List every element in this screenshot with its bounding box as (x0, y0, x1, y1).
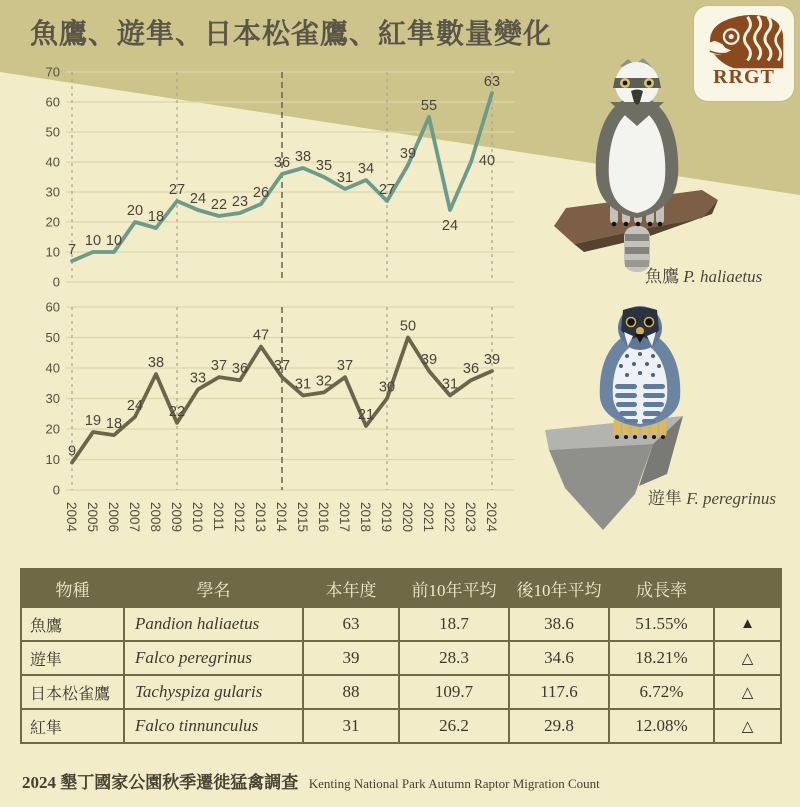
svg-text:38: 38 (147, 355, 165, 372)
trend-indicator: ▲ (714, 607, 781, 641)
table-cell: 28.3 (399, 641, 509, 675)
svg-text:33: 33 (189, 370, 207, 387)
svg-text:60: 60 (45, 299, 60, 315)
svg-text:31: 31 (294, 376, 312, 393)
svg-text:26: 26 (252, 185, 270, 201)
svg-text:31: 31 (336, 170, 354, 186)
svg-text:30: 30 (378, 379, 396, 396)
svg-text:37: 37 (273, 358, 291, 375)
svg-text:2013: 2013 (253, 502, 268, 533)
svg-text:2020: 2020 (400, 502, 415, 533)
svg-text:2015: 2015 (295, 502, 310, 533)
table-cell: 38.6 (509, 607, 609, 641)
table-cell: 31 (303, 709, 399, 743)
svg-text:2021: 2021 (421, 502, 436, 533)
svg-text:2018: 2018 (358, 502, 373, 533)
svg-text:50: 50 (399, 318, 417, 335)
table-row (21, 641, 781, 675)
svg-text:24: 24 (441, 218, 459, 234)
table-cell: 117.6 (509, 675, 609, 709)
svg-text:2012: 2012 (232, 502, 247, 533)
table-row (21, 607, 781, 641)
table-cell: Pandion haliaetus (124, 607, 303, 641)
table-cell: Tachyspiza gularis (124, 675, 303, 709)
svg-text:60: 60 (45, 94, 60, 110)
svg-text:2014: 2014 (274, 502, 289, 533)
svg-text:36: 36 (462, 361, 480, 378)
osprey-icon (552, 58, 722, 288)
svg-text:24: 24 (189, 191, 207, 207)
svg-text:2019: 2019 (379, 502, 394, 533)
column-header-2: 本年度 (303, 569, 399, 607)
svg-text:20: 20 (45, 421, 60, 437)
table-cell: Falco peregrinus (124, 641, 303, 675)
svg-text:23: 23 (231, 194, 249, 210)
svg-text:40: 40 (45, 154, 60, 170)
svg-text:9: 9 (67, 443, 77, 460)
table-row (21, 675, 781, 709)
svg-text:21: 21 (357, 406, 375, 423)
summary-table (20, 568, 782, 744)
svg-text:18: 18 (105, 416, 123, 433)
svg-text:27: 27 (168, 182, 186, 198)
table-cell: 63 (303, 607, 399, 641)
svg-text:47: 47 (252, 327, 270, 344)
table-cell: 51.55% (609, 607, 714, 641)
svg-text:50: 50 (45, 124, 60, 140)
peregrine-name-sci: F. peregrinus (686, 489, 776, 508)
svg-text:2010: 2010 (190, 502, 205, 533)
osprey-caption (645, 262, 762, 287)
svg-text:30: 30 (45, 184, 60, 200)
svg-text:38: 38 (294, 149, 312, 165)
table-cell: 109.7 (399, 675, 509, 709)
svg-text:7: 7 (67, 242, 77, 258)
table-cell: 34.6 (509, 641, 609, 675)
footer (22, 768, 600, 793)
table-cell: 26.2 (399, 709, 509, 743)
svg-text:22: 22 (210, 197, 228, 213)
svg-text:2005: 2005 (85, 502, 100, 533)
trend-indicator: △ (714, 675, 781, 709)
svg-text:32: 32 (315, 373, 333, 390)
migration-line-charts (30, 62, 544, 566)
osprey-illustration (552, 58, 722, 293)
svg-text:39: 39 (399, 146, 417, 162)
column-header-6 (714, 569, 781, 607)
footer-title-en: Kenting National Park Autumn Raptor Migration Count (308, 776, 600, 791)
table-header-row (21, 569, 781, 607)
column-header-4: 後10年平均 (509, 569, 609, 607)
svg-text:0: 0 (52, 482, 60, 498)
page-title: 魚鷹、遊隼、日本松雀鷹、紅隼數量變化 (30, 19, 553, 50)
svg-text:2017: 2017 (337, 502, 352, 533)
svg-text:2009: 2009 (169, 502, 184, 533)
svg-text:40: 40 (45, 360, 60, 376)
svg-text:40: 40 (478, 153, 496, 169)
table-cell: 6.72% (609, 675, 714, 709)
peregrine-name-zh: 遊隼 (648, 489, 682, 508)
svg-text:37: 37 (336, 358, 354, 375)
svg-text:18: 18 (147, 209, 165, 225)
svg-text:31: 31 (441, 376, 459, 393)
svg-text:39: 39 (420, 352, 438, 369)
table-cell: 日本松雀鷹 (21, 675, 124, 709)
svg-text:2011: 2011 (211, 502, 226, 532)
column-header-1: 學名 (124, 569, 303, 607)
svg-text:2006: 2006 (106, 502, 121, 533)
table-cell: 12.08% (609, 709, 714, 743)
trend-indicator: △ (714, 641, 781, 675)
svg-text:22: 22 (168, 403, 186, 420)
table-cell: Falco tinnunculus (124, 709, 303, 743)
svg-text:10: 10 (45, 452, 60, 467)
svg-text:2024: 2024 (484, 502, 499, 533)
svg-text:34: 34 (357, 161, 375, 177)
table-cell: 遊隼 (21, 641, 124, 675)
column-header-0: 物種 (21, 569, 124, 607)
svg-text:30: 30 (45, 391, 60, 406)
svg-text:36: 36 (231, 361, 249, 378)
column-header-5: 成長率 (609, 569, 714, 607)
table-row (21, 709, 781, 743)
svg-text:10: 10 (45, 244, 60, 260)
svg-text:50: 50 (45, 330, 60, 345)
table-cell: 39 (303, 641, 399, 675)
svg-text:2004: 2004 (64, 502, 79, 533)
svg-text:35: 35 (315, 158, 333, 174)
svg-text:36: 36 (273, 155, 291, 171)
svg-text:70: 70 (45, 64, 60, 80)
peregrine-caption (648, 484, 776, 509)
osprey-name-zh: 魚鷹 (645, 267, 679, 286)
svg-text:37: 37 (210, 358, 228, 375)
svg-text:2008: 2008 (148, 502, 163, 533)
osprey-name-sci: P. haliaetus (683, 267, 763, 286)
footer-title-zh: 2024 墾丁國家公園秋季遷徙猛禽調查 (22, 773, 299, 792)
table-cell: 紅隼 (21, 709, 124, 743)
svg-text:0: 0 (52, 274, 60, 290)
column-header-3: 前10年平均 (399, 569, 509, 607)
table-cell: 18.21% (609, 641, 714, 675)
logo-text: RRGT (713, 66, 775, 88)
svg-text:2007: 2007 (127, 502, 142, 533)
trend-indicator: △ (714, 709, 781, 743)
svg-text:20: 20 (45, 214, 60, 230)
table-cell: 88 (303, 675, 399, 709)
svg-text:2016: 2016 (316, 502, 331, 533)
svg-text:10: 10 (105, 233, 123, 249)
svg-text:2022: 2022 (442, 502, 457, 533)
svg-text:55: 55 (420, 98, 438, 114)
svg-text:10: 10 (84, 233, 102, 249)
svg-text:2023: 2023 (463, 502, 478, 533)
svg-text:20: 20 (126, 203, 144, 219)
table-cell: 29.8 (509, 709, 609, 743)
svg-text:19: 19 (84, 413, 102, 430)
table-cell: 魚鷹 (21, 607, 124, 641)
table-cell: 18.7 (399, 607, 509, 641)
svg-text:39: 39 (483, 352, 501, 369)
svg-text:27: 27 (378, 182, 396, 198)
svg-text:63: 63 (483, 74, 501, 90)
svg-text:24: 24 (126, 397, 144, 414)
